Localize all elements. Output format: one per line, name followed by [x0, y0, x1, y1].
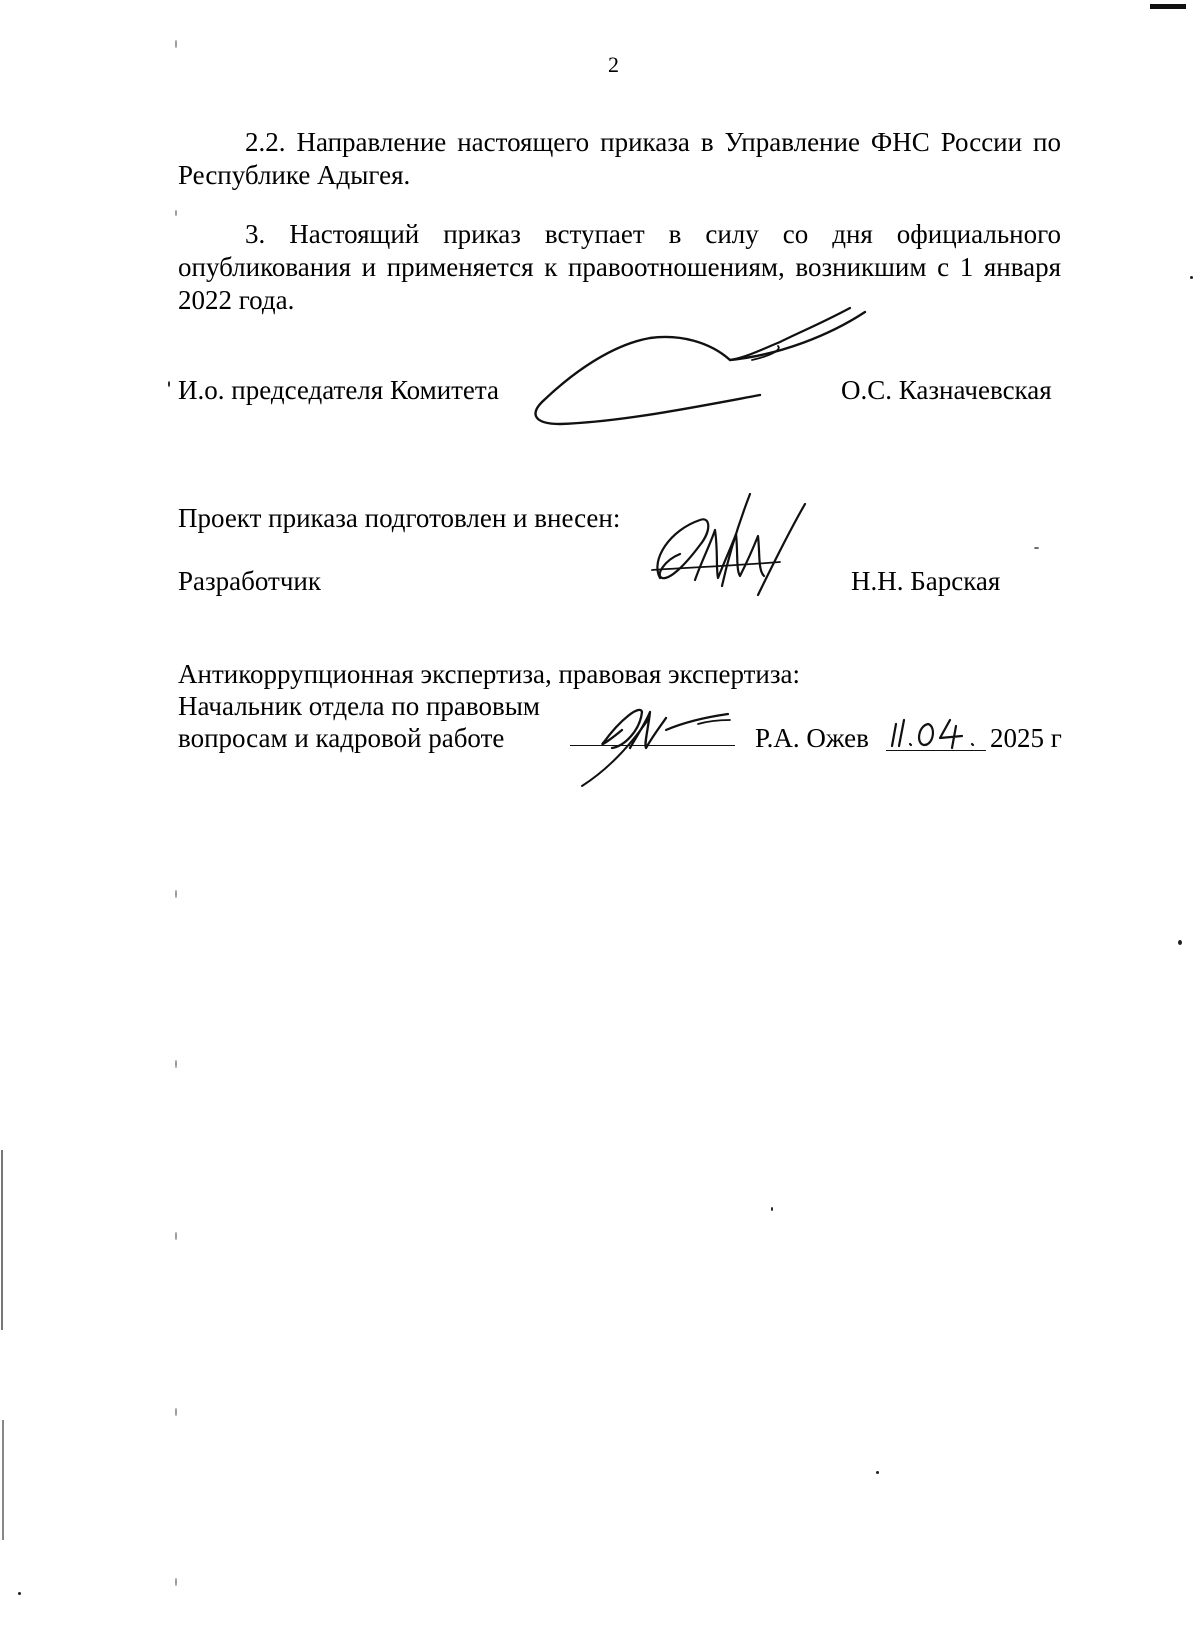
paragraph-2-2	[178, 126, 1061, 192]
scan-speck	[175, 1408, 177, 1416]
scan-speck	[175, 40, 177, 48]
scan-speck	[771, 1207, 773, 1211]
scan-speck	[18, 1592, 21, 1595]
paragraph-line: Республике Адыгея.	[178, 160, 411, 190]
developer-name: Н.Н. Барская	[851, 566, 1001, 596]
legal-position-line1: Начальник отдела по правовым	[178, 691, 540, 721]
scan-speck	[175, 1232, 177, 1240]
chair-name: О.С. Казначевская	[841, 375, 1052, 405]
scan-left-border	[2, 1420, 4, 1540]
scan-left-border	[1, 1150, 3, 1330]
scan-speck	[876, 1471, 879, 1474]
legal-signature	[570, 690, 740, 790]
paragraph-line: опубликования и применяется к правоотношениям, возникшим с 1 января	[178, 252, 1061, 282]
prepared-heading: Проект приказа подготовлен и внесен:	[178, 503, 621, 533]
developer-signature	[640, 490, 820, 600]
scan-speck	[175, 1060, 177, 1068]
scan-speck	[168, 381, 170, 387]
legal-year: 2025 г	[990, 723, 1062, 753]
scan-edge-mark	[1150, 4, 1186, 9]
scan-speck	[1178, 940, 1182, 945]
scan-speck	[1034, 547, 1039, 549]
chair-signature	[530, 300, 870, 450]
legal-name: Р.А. Ожев	[755, 723, 869, 753]
page-number: 2	[608, 52, 619, 77]
legal-position-line2: вопросам и кадровой работе	[178, 723, 505, 753]
expertise-heading: Антикоррупционная экспертиза, правовая экспертиза:	[178, 659, 801, 689]
paragraph-line: 2022 года.	[178, 285, 295, 315]
chair-position: И.о. председателя Комитета	[178, 375, 500, 405]
scan-speck	[175, 1578, 177, 1586]
paragraph-line: 3. Настоящий приказ вступает в силу со дня официального	[245, 219, 1061, 249]
developer-position: Разработчик	[178, 566, 321, 596]
handwritten-date	[888, 712, 988, 752]
scan-speck	[175, 210, 177, 216]
scan-speck	[175, 890, 177, 898]
scan-speck	[1190, 276, 1193, 279]
paragraph-line: 2.2. Направление настоящего приказа в Управление ФНС России по	[245, 127, 1061, 157]
